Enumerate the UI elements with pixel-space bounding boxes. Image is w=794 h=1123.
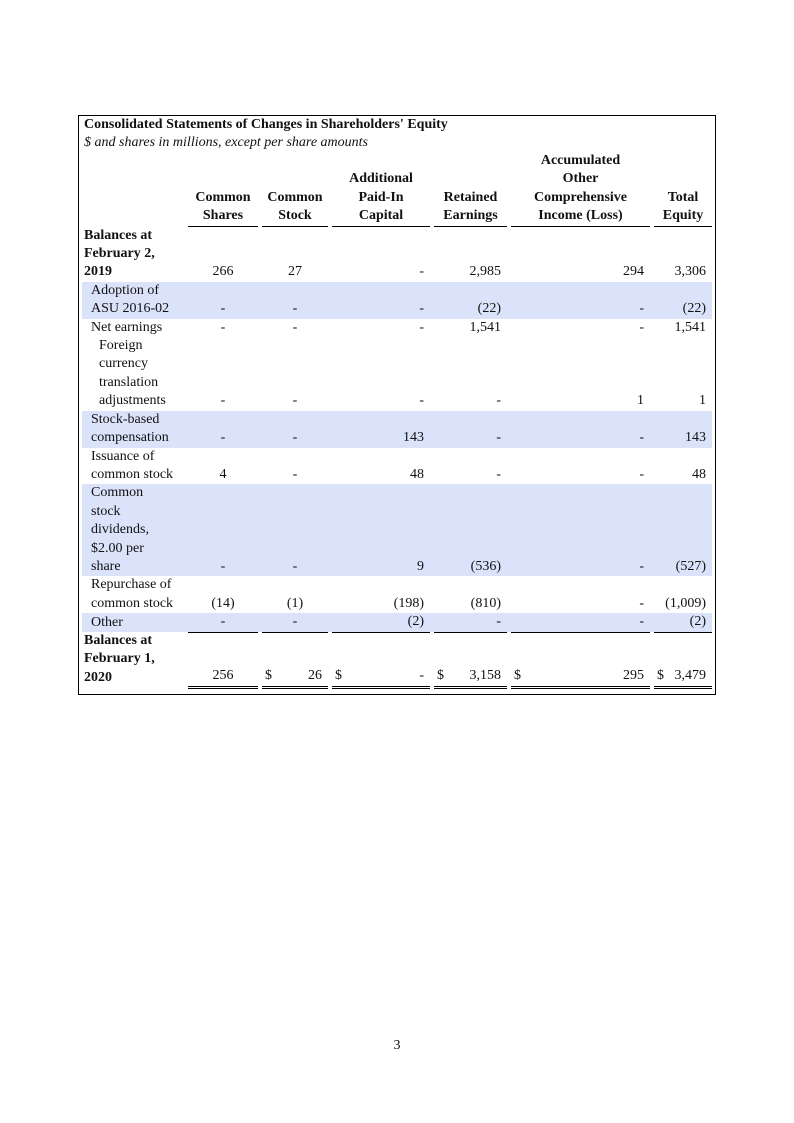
- equity-table: [82, 152, 712, 689]
- table-row-repurchase: Repurchase of common stock (14) (1) (198) (810) - (1,009): [91, 577, 706, 611]
- col-common-stock: Common Stock: [262, 152, 328, 227]
- col-common-shares: Common Shares: [188, 152, 258, 227]
- page-number: 3: [393, 1038, 401, 1053]
- col-apic: Additional Paid-In Capital: [332, 152, 430, 227]
- table-row-other: Other - - (2) - - (2): [82, 613, 712, 632]
- statement-title: Consolidated Statements of Changes in Shareholders' Equity: [84, 117, 448, 132]
- table-row-foreign-currency: Foreign currency translation adjustments - - - - 1 1: [99, 338, 706, 409]
- table-row-dividends: Common stock dividends, $2.00 per share - - 9 (536) - (527): [82, 484, 712, 576]
- table-row-opening-balance: Balances at February 2, 2019 266 27 - 2,985 294 3,306: [84, 227, 706, 280]
- table-row-adoption-asu: Adoption of ASU 2016-02 - - - (22) - (22): [82, 282, 712, 319]
- table-row-stock-compensation: Stock-based compensation - - 143 - - 143: [82, 411, 712, 448]
- col-retained-earnings: Retained Earnings: [434, 152, 507, 227]
- table-row-net-earnings: Net earnings - - - 1,541 - 1,541: [91, 319, 706, 335]
- table-row-issuance: Issuance of common stock 4 - 48 - - 48: [91, 448, 706, 482]
- statement-subtitle: $ and shares in millions, except per share amounts: [84, 135, 368, 150]
- col-total-equity: Total Equity: [654, 152, 712, 227]
- table-row-closing-balance: Balances at February 1, 2020 256 $ 26 $ - $ 3,158 $ 295 $ 3,479: [82, 632, 712, 687]
- col-aoci: Accumulated Other Comprehensive Income (Loss): [511, 152, 650, 227]
- column-header-row: [82, 152, 712, 227]
